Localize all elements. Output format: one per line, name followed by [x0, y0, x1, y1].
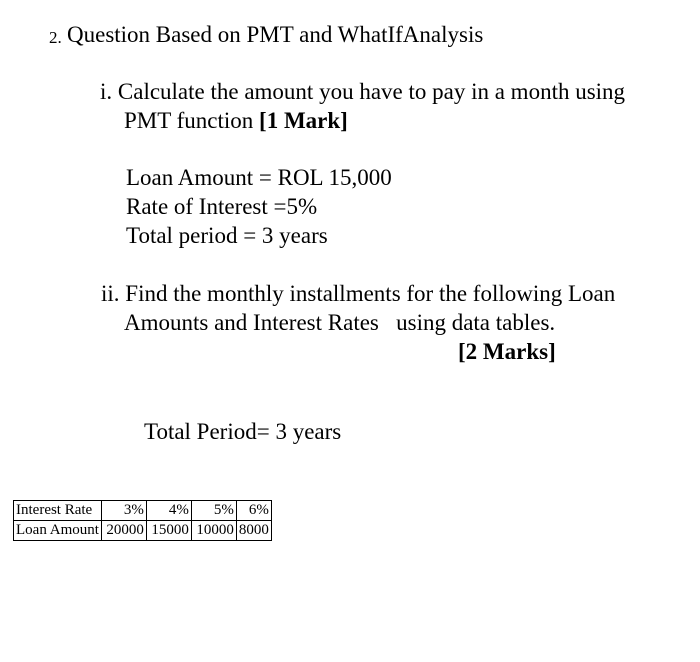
table-cell: 3%	[101, 501, 146, 521]
data-table	[13, 500, 272, 541]
part-i-line-1: i. Calculate the amount you have to pay in a month using	[100, 79, 626, 104]
table-cell-header: Loan Amount	[14, 521, 102, 541]
table-cell: 8000	[236, 521, 271, 541]
table-cell: 6%	[236, 501, 271, 521]
total-period-text: Total period = 3 years	[126, 223, 328, 248]
part-ii-marks: [2 Marks]	[458, 339, 556, 364]
table-cell: 4%	[146, 501, 191, 521]
table-row	[14, 501, 272, 521]
table-cell: 20000	[101, 521, 146, 541]
table-cell: 10000	[191, 521, 236, 541]
part-ii-line-1: ii. Find the monthly installments for the following Loan	[101, 281, 616, 306]
part-i-marks: [1 Mark]	[259, 108, 348, 133]
table-cell: 15000	[146, 521, 191, 541]
total-period-ii-text: Total Period= 3 years	[144, 419, 342, 444]
part-i-instruction: PMT function	[124, 108, 260, 133]
table-cell-header: Interest Rate	[14, 501, 102, 521]
rate-of-interest-text: Rate of Interest =5%	[126, 194, 318, 219]
question-number: 2.	[49, 28, 62, 47]
part-i-line-2	[124, 108, 348, 134]
question-title: Question Based on PMT and WhatIfAnalysis	[67, 22, 484, 47]
table-row	[14, 521, 272, 541]
loan-amount-text: Loan Amount = ROL 15,000	[126, 165, 392, 190]
table-cell: 5%	[191, 501, 236, 521]
part-ii-line-2: Amounts and Interest Rates using data tables.	[124, 310, 556, 335]
